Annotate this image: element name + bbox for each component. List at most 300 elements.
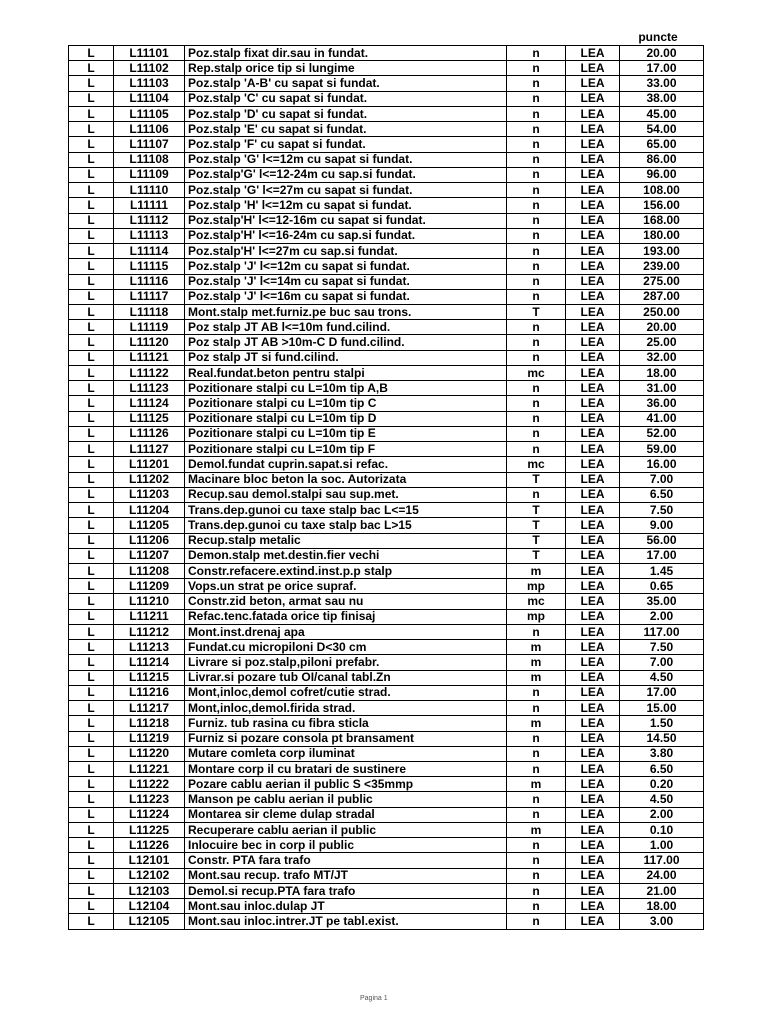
table-row <box>69 899 704 914</box>
row-points-cell: 36.00 <box>620 396 704 411</box>
row-category-cell: LEA <box>566 868 620 883</box>
row-type-cell: L <box>69 137 114 152</box>
row-unit-cell: n <box>507 198 566 213</box>
row-category-cell: LEA <box>566 335 620 350</box>
row-code-cell: L11220 <box>114 746 185 761</box>
row-code-cell: L11211 <box>114 609 185 624</box>
row-points-cell: 18.00 <box>620 899 704 914</box>
row-category-cell: LEA <box>566 244 620 259</box>
row-description-cell: Poz.stalp'H' l<=27m cu sap.si fundat. <box>185 244 507 259</box>
table-row <box>69 61 704 76</box>
row-points-cell: 6.50 <box>620 487 704 502</box>
row-description-cell: Poz.stalp 'D' cu sapat si fundat. <box>185 106 507 121</box>
table-row <box>69 411 704 426</box>
row-category-cell: LEA <box>566 137 620 152</box>
row-unit-cell: n <box>507 762 566 777</box>
row-unit-cell: n <box>507 320 566 335</box>
row-type-cell: L <box>69 792 114 807</box>
table-row <box>69 792 704 807</box>
table-row <box>69 244 704 259</box>
row-description-cell: Poz.stalp fixat dir.sau in fundat. <box>185 46 507 61</box>
row-unit-cell: T <box>507 548 566 563</box>
row-type-cell: L <box>69 106 114 121</box>
row-code-cell: L11205 <box>114 518 185 533</box>
row-category-cell: LEA <box>566 792 620 807</box>
row-category-cell: LEA <box>566 274 620 289</box>
row-unit-cell: m <box>507 655 566 670</box>
row-unit-cell: n <box>507 381 566 396</box>
row-description-cell: Pozitionare stalpi cu L=10m tip F <box>185 442 507 457</box>
row-category-cell: LEA <box>566 350 620 365</box>
table-row <box>69 472 704 487</box>
row-points-cell: 7.00 <box>620 472 704 487</box>
row-unit-cell: m <box>507 716 566 731</box>
row-code-cell: L11104 <box>114 91 185 106</box>
row-type-cell: L <box>69 822 114 837</box>
row-category-cell: LEA <box>566 152 620 167</box>
row-code-cell: L11112 <box>114 213 185 228</box>
row-unit-cell: n <box>507 61 566 76</box>
row-unit-cell: n <box>507 76 566 91</box>
table-row <box>69 518 704 533</box>
row-points-cell: 117.00 <box>620 853 704 868</box>
row-unit-cell: n <box>507 122 566 137</box>
row-category-cell: LEA <box>566 213 620 228</box>
row-points-cell: 7.00 <box>620 655 704 670</box>
table-row <box>69 183 704 198</box>
row-type-cell: L <box>69 579 114 594</box>
table-row <box>69 640 704 655</box>
row-category-cell: LEA <box>566 807 620 822</box>
table-row <box>69 274 704 289</box>
row-unit-cell: n <box>507 426 566 441</box>
row-category-cell: LEA <box>566 167 620 182</box>
row-unit-cell: mc <box>507 365 566 380</box>
row-code-cell: L11202 <box>114 472 185 487</box>
row-points-cell: 86.00 <box>620 152 704 167</box>
row-description-cell: Poz.stalp 'A-B' cu sapat si fundat. <box>185 76 507 91</box>
row-unit-cell: n <box>507 152 566 167</box>
row-type-cell: L <box>69 61 114 76</box>
row-category-cell: LEA <box>566 762 620 777</box>
row-unit-cell: n <box>507 624 566 639</box>
row-unit-cell: n <box>507 396 566 411</box>
row-code-cell: L11223 <box>114 792 185 807</box>
row-points-cell: 24.00 <box>620 868 704 883</box>
row-unit-cell: n <box>507 883 566 898</box>
table-row <box>69 807 704 822</box>
row-category-cell: LEA <box>566 381 620 396</box>
row-points-cell: 275.00 <box>620 274 704 289</box>
table-row <box>69 350 704 365</box>
table-row <box>69 320 704 335</box>
table-row <box>69 106 704 121</box>
row-points-cell: 7.50 <box>620 503 704 518</box>
row-code-cell: L12103 <box>114 883 185 898</box>
table-row <box>69 731 704 746</box>
row-type-cell: L <box>69 624 114 639</box>
row-points-cell: 3.80 <box>620 746 704 761</box>
row-points-cell: 1.00 <box>620 838 704 853</box>
row-points-cell: 38.00 <box>620 91 704 106</box>
row-code-cell: L11217 <box>114 701 185 716</box>
row-code-cell: L11127 <box>114 442 185 457</box>
row-category-cell: LEA <box>566 883 620 898</box>
table-row <box>69 46 704 61</box>
row-description-cell: Fundat.cu micropiloni D<30 cm <box>185 640 507 655</box>
table-row <box>69 579 704 594</box>
row-type-cell: L <box>69 746 114 761</box>
tariff-table <box>68 45 704 930</box>
row-description-cell: Vops.un strat pe orice supraf. <box>185 579 507 594</box>
row-description-cell: Manson pe cablu aerian il public <box>185 792 507 807</box>
row-unit-cell: m <box>507 563 566 578</box>
table-row <box>69 853 704 868</box>
table-row <box>69 457 704 472</box>
row-points-cell: 17.00 <box>620 548 704 563</box>
row-description-cell: Rep.stalp orice tip si lungime <box>185 61 507 76</box>
table-row <box>69 289 704 304</box>
row-unit-cell: n <box>507 899 566 914</box>
row-code-cell: L11218 <box>114 716 185 731</box>
row-type-cell: L <box>69 335 114 350</box>
row-type-cell: L <box>69 655 114 670</box>
row-category-cell: LEA <box>566 503 620 518</box>
row-code-cell: L11212 <box>114 624 185 639</box>
row-type-cell: L <box>69 503 114 518</box>
row-description-cell: Mont,inloc,demol.firida strad. <box>185 701 507 716</box>
row-code-cell: L11107 <box>114 137 185 152</box>
row-code-cell: L12102 <box>114 868 185 883</box>
row-type-cell: L <box>69 350 114 365</box>
table-row <box>69 868 704 883</box>
row-code-cell: L11109 <box>114 167 185 182</box>
row-type-cell: L <box>69 807 114 822</box>
row-code-cell: L11113 <box>114 228 185 243</box>
row-type-cell: L <box>69 183 114 198</box>
row-type-cell: L <box>69 518 114 533</box>
row-points-cell: 20.00 <box>620 320 704 335</box>
row-category-cell: LEA <box>566 442 620 457</box>
row-category-cell: LEA <box>566 563 620 578</box>
row-category-cell: LEA <box>566 472 620 487</box>
row-unit-cell: n <box>507 335 566 350</box>
row-category-cell: LEA <box>566 396 620 411</box>
row-unit-cell: T <box>507 304 566 319</box>
row-type-cell: L <box>69 731 114 746</box>
row-description-cell: Poz.stalp 'H' l<=12m cu sapat si fundat. <box>185 198 507 213</box>
row-description-cell: Poz.stalp 'J' l<=14m cu sapat si fundat. <box>185 274 507 289</box>
row-type-cell: L <box>69 487 114 502</box>
table-row <box>69 655 704 670</box>
row-code-cell: L11122 <box>114 365 185 380</box>
row-type-cell: L <box>69 533 114 548</box>
row-code-cell: L11201 <box>114 457 185 472</box>
row-points-cell: 9.00 <box>620 518 704 533</box>
row-type-cell: L <box>69 320 114 335</box>
row-description-cell: Macinare bloc beton la soc. Autorizata <box>185 472 507 487</box>
page-footer-mark: Pagina 1 <box>360 995 388 1002</box>
row-description-cell: Poz.stalp 'E' cu sapat si fundat. <box>185 122 507 137</box>
row-description-cell: Mutare comleta corp iluminat <box>185 746 507 761</box>
row-type-cell: L <box>69 472 114 487</box>
row-points-cell: 168.00 <box>620 213 704 228</box>
row-type-cell: L <box>69 228 114 243</box>
row-unit-cell: n <box>507 213 566 228</box>
row-points-cell: 41.00 <box>620 411 704 426</box>
row-category-cell: LEA <box>566 914 620 929</box>
row-description-cell: Constr.refacere.extind.inst.p.p stalp <box>185 563 507 578</box>
row-points-cell: 17.00 <box>620 61 704 76</box>
row-unit-cell: T <box>507 533 566 548</box>
table-row <box>69 701 704 716</box>
row-type-cell: L <box>69 716 114 731</box>
row-description-cell: Mont.inst.drenaj apa <box>185 624 507 639</box>
row-category-cell: LEA <box>566 183 620 198</box>
row-type-cell: L <box>69 426 114 441</box>
row-unit-cell: n <box>507 746 566 761</box>
row-unit-cell: n <box>507 91 566 106</box>
table-row <box>69 76 704 91</box>
row-unit-cell: n <box>507 838 566 853</box>
row-unit-cell: mp <box>507 579 566 594</box>
row-unit-cell: mp <box>507 609 566 624</box>
row-unit-cell: mc <box>507 594 566 609</box>
row-code-cell: L11224 <box>114 807 185 822</box>
row-code-cell: L12101 <box>114 853 185 868</box>
row-unit-cell: n <box>507 701 566 716</box>
row-unit-cell: n <box>507 487 566 502</box>
row-code-cell: L11124 <box>114 396 185 411</box>
row-code-cell: L11105 <box>114 106 185 121</box>
row-code-cell: L11226 <box>114 838 185 853</box>
row-unit-cell: n <box>507 442 566 457</box>
row-category-cell: LEA <box>566 91 620 106</box>
row-type-cell: L <box>69 670 114 685</box>
row-type-cell: L <box>69 914 114 929</box>
row-category-cell: LEA <box>566 106 620 121</box>
row-code-cell: L11216 <box>114 685 185 700</box>
row-category-cell: LEA <box>566 853 620 868</box>
row-category-cell: LEA <box>566 731 620 746</box>
row-type-cell: L <box>69 685 114 700</box>
row-unit-cell: n <box>507 259 566 274</box>
row-category-cell: LEA <box>566 640 620 655</box>
row-description-cell: Recup.stalp metalic <box>185 533 507 548</box>
row-unit-cell: n <box>507 807 566 822</box>
row-code-cell: L11225 <box>114 822 185 837</box>
row-unit-cell: n <box>507 167 566 182</box>
table-row <box>69 777 704 792</box>
row-code-cell: L11215 <box>114 670 185 685</box>
row-points-cell: 2.00 <box>620 609 704 624</box>
row-description-cell: Pozitionare stalpi cu L=10m tip E <box>185 426 507 441</box>
row-description-cell: Demon.stalp met.destin.fier vechi <box>185 548 507 563</box>
row-type-cell: L <box>69 46 114 61</box>
row-unit-cell: n <box>507 106 566 121</box>
row-category-cell: LEA <box>566 198 620 213</box>
row-points-cell: 18.00 <box>620 365 704 380</box>
row-category-cell: LEA <box>566 701 620 716</box>
row-type-cell: L <box>69 365 114 380</box>
row-type-cell: L <box>69 259 114 274</box>
row-type-cell: L <box>69 762 114 777</box>
table-row <box>69 304 704 319</box>
row-category-cell: LEA <box>566 655 620 670</box>
table-row <box>69 746 704 761</box>
row-description-cell: Constr. PTA fara trafo <box>185 853 507 868</box>
row-description-cell: Livrar.si pozare tub OI/canal tabl.Zn <box>185 670 507 685</box>
row-description-cell: Furniz. tub rasina cu fibra sticla <box>185 716 507 731</box>
row-description-cell: Demol.fundat cuprin.sapat.si refac. <box>185 457 507 472</box>
table-row <box>69 548 704 563</box>
table-row <box>69 381 704 396</box>
row-points-cell: 20.00 <box>620 46 704 61</box>
row-type-cell: L <box>69 609 114 624</box>
row-unit-cell: n <box>507 411 566 426</box>
table-row <box>69 670 704 685</box>
row-description-cell: Mont.stalp met.furniz.pe buc sau trons. <box>185 304 507 319</box>
row-type-cell: L <box>69 381 114 396</box>
row-type-cell: L <box>69 457 114 472</box>
row-points-cell: 54.00 <box>620 122 704 137</box>
row-type-cell: L <box>69 442 114 457</box>
row-code-cell: L11106 <box>114 122 185 137</box>
row-code-cell: L11214 <box>114 655 185 670</box>
row-category-cell: LEA <box>566 365 620 380</box>
table-row <box>69 624 704 639</box>
row-points-cell: 1.50 <box>620 716 704 731</box>
row-description-cell: Poz.stalp'H' l<=12-16m cu sapat si fundat. <box>185 213 507 228</box>
row-code-cell: L11213 <box>114 640 185 655</box>
row-category-cell: LEA <box>566 457 620 472</box>
row-type-cell: L <box>69 198 114 213</box>
row-points-cell: 4.50 <box>620 792 704 807</box>
row-points-cell: 0.20 <box>620 777 704 792</box>
row-points-cell: 33.00 <box>620 76 704 91</box>
row-description-cell: Poz.stalp 'J' l<=12m cu sapat si fundat. <box>185 259 507 274</box>
row-points-cell: 1.45 <box>620 563 704 578</box>
row-code-cell: L12104 <box>114 899 185 914</box>
row-category-cell: LEA <box>566 487 620 502</box>
row-category-cell: LEA <box>566 777 620 792</box>
row-code-cell: L12105 <box>114 914 185 929</box>
row-description-cell: Montare corp il cu bratari de sustinere <box>185 762 507 777</box>
row-description-cell: Poz.stalp 'J' l<=16m cu sapat si fundat. <box>185 289 507 304</box>
row-points-cell: 65.00 <box>620 137 704 152</box>
row-type-cell: L <box>69 701 114 716</box>
row-description-cell: Recup.sau demol.stalpi sau sup.met. <box>185 487 507 502</box>
row-code-cell: L11209 <box>114 579 185 594</box>
row-type-cell: L <box>69 213 114 228</box>
row-points-cell: 0.65 <box>620 579 704 594</box>
row-type-cell: L <box>69 304 114 319</box>
row-code-cell: L11206 <box>114 533 185 548</box>
table-row <box>69 213 704 228</box>
row-code-cell: L11103 <box>114 76 185 91</box>
row-category-cell: LEA <box>566 822 620 837</box>
table-row <box>69 122 704 137</box>
table-row <box>69 91 704 106</box>
row-points-cell: 108.00 <box>620 183 704 198</box>
row-category-cell: LEA <box>566 426 620 441</box>
row-points-cell: 7.50 <box>620 640 704 655</box>
table-row <box>69 365 704 380</box>
row-description-cell: Poz.stalp 'G' l<=12m cu sapat si fundat. <box>185 152 507 167</box>
row-unit-cell: n <box>507 685 566 700</box>
row-unit-cell: n <box>507 244 566 259</box>
row-points-cell: 180.00 <box>620 228 704 243</box>
row-code-cell: L11204 <box>114 503 185 518</box>
row-description-cell: Inlocuire bec in corp il public <box>185 838 507 853</box>
row-points-cell: 32.00 <box>620 350 704 365</box>
row-unit-cell: n <box>507 183 566 198</box>
row-code-cell: L11123 <box>114 381 185 396</box>
row-type-cell: L <box>69 868 114 883</box>
row-type-cell: L <box>69 838 114 853</box>
row-description-cell: Poz.stalp 'C' cu sapat si fundat. <box>185 91 507 106</box>
row-category-cell: LEA <box>566 685 620 700</box>
row-category-cell: LEA <box>566 624 620 639</box>
table-row <box>69 762 704 777</box>
row-code-cell: L11102 <box>114 61 185 76</box>
table-row <box>69 822 704 837</box>
table-row <box>69 914 704 929</box>
row-category-cell: LEA <box>566 320 620 335</box>
row-description-cell: Montarea sir cleme dulap stradal <box>185 807 507 822</box>
row-unit-cell: m <box>507 640 566 655</box>
row-description-cell: Trans.dep.gunoi cu taxe stalp bac L>15 <box>185 518 507 533</box>
row-code-cell: L11118 <box>114 304 185 319</box>
row-description-cell: Mont.sau inloc.intrer.JT pe tabl.exist. <box>185 914 507 929</box>
row-points-cell: 239.00 <box>620 259 704 274</box>
row-description-cell: Refac.tenc.fatada orice tip finisaj <box>185 609 507 624</box>
row-points-cell: 31.00 <box>620 381 704 396</box>
row-type-cell: L <box>69 152 114 167</box>
table-row <box>69 259 704 274</box>
row-unit-cell: n <box>507 731 566 746</box>
row-description-cell: Mont,inloc,demol cofret/cutie strad. <box>185 685 507 700</box>
row-description-cell: Poz stalp JT si fund.cilind. <box>185 350 507 365</box>
row-code-cell: L11126 <box>114 426 185 441</box>
row-code-cell: L11219 <box>114 731 185 746</box>
table-row <box>69 198 704 213</box>
row-unit-cell: n <box>507 868 566 883</box>
row-points-cell: 14.50 <box>620 731 704 746</box>
row-unit-cell: n <box>507 274 566 289</box>
row-unit-cell: n <box>507 914 566 929</box>
row-category-cell: LEA <box>566 411 620 426</box>
row-points-cell: 287.00 <box>620 289 704 304</box>
row-type-cell: L <box>69 853 114 868</box>
row-code-cell: L11203 <box>114 487 185 502</box>
row-points-cell: 45.00 <box>620 106 704 121</box>
points-column-title: puncte <box>638 30 678 44</box>
row-unit-cell: m <box>507 670 566 685</box>
row-code-cell: L11117 <box>114 289 185 304</box>
row-code-cell: L11114 <box>114 244 185 259</box>
row-category-cell: LEA <box>566 289 620 304</box>
row-description-cell: Poz.stalp 'G' l<=27m cu sapat si fundat. <box>185 183 507 198</box>
row-points-cell: 117.00 <box>620 624 704 639</box>
row-points-cell: 96.00 <box>620 167 704 182</box>
row-code-cell: L11108 <box>114 152 185 167</box>
row-description-cell: Poz stalp JT AB >10m-C D fund.cilind. <box>185 335 507 350</box>
row-points-cell: 193.00 <box>620 244 704 259</box>
row-type-cell: L <box>69 274 114 289</box>
table-row <box>69 487 704 502</box>
row-unit-cell: m <box>507 822 566 837</box>
